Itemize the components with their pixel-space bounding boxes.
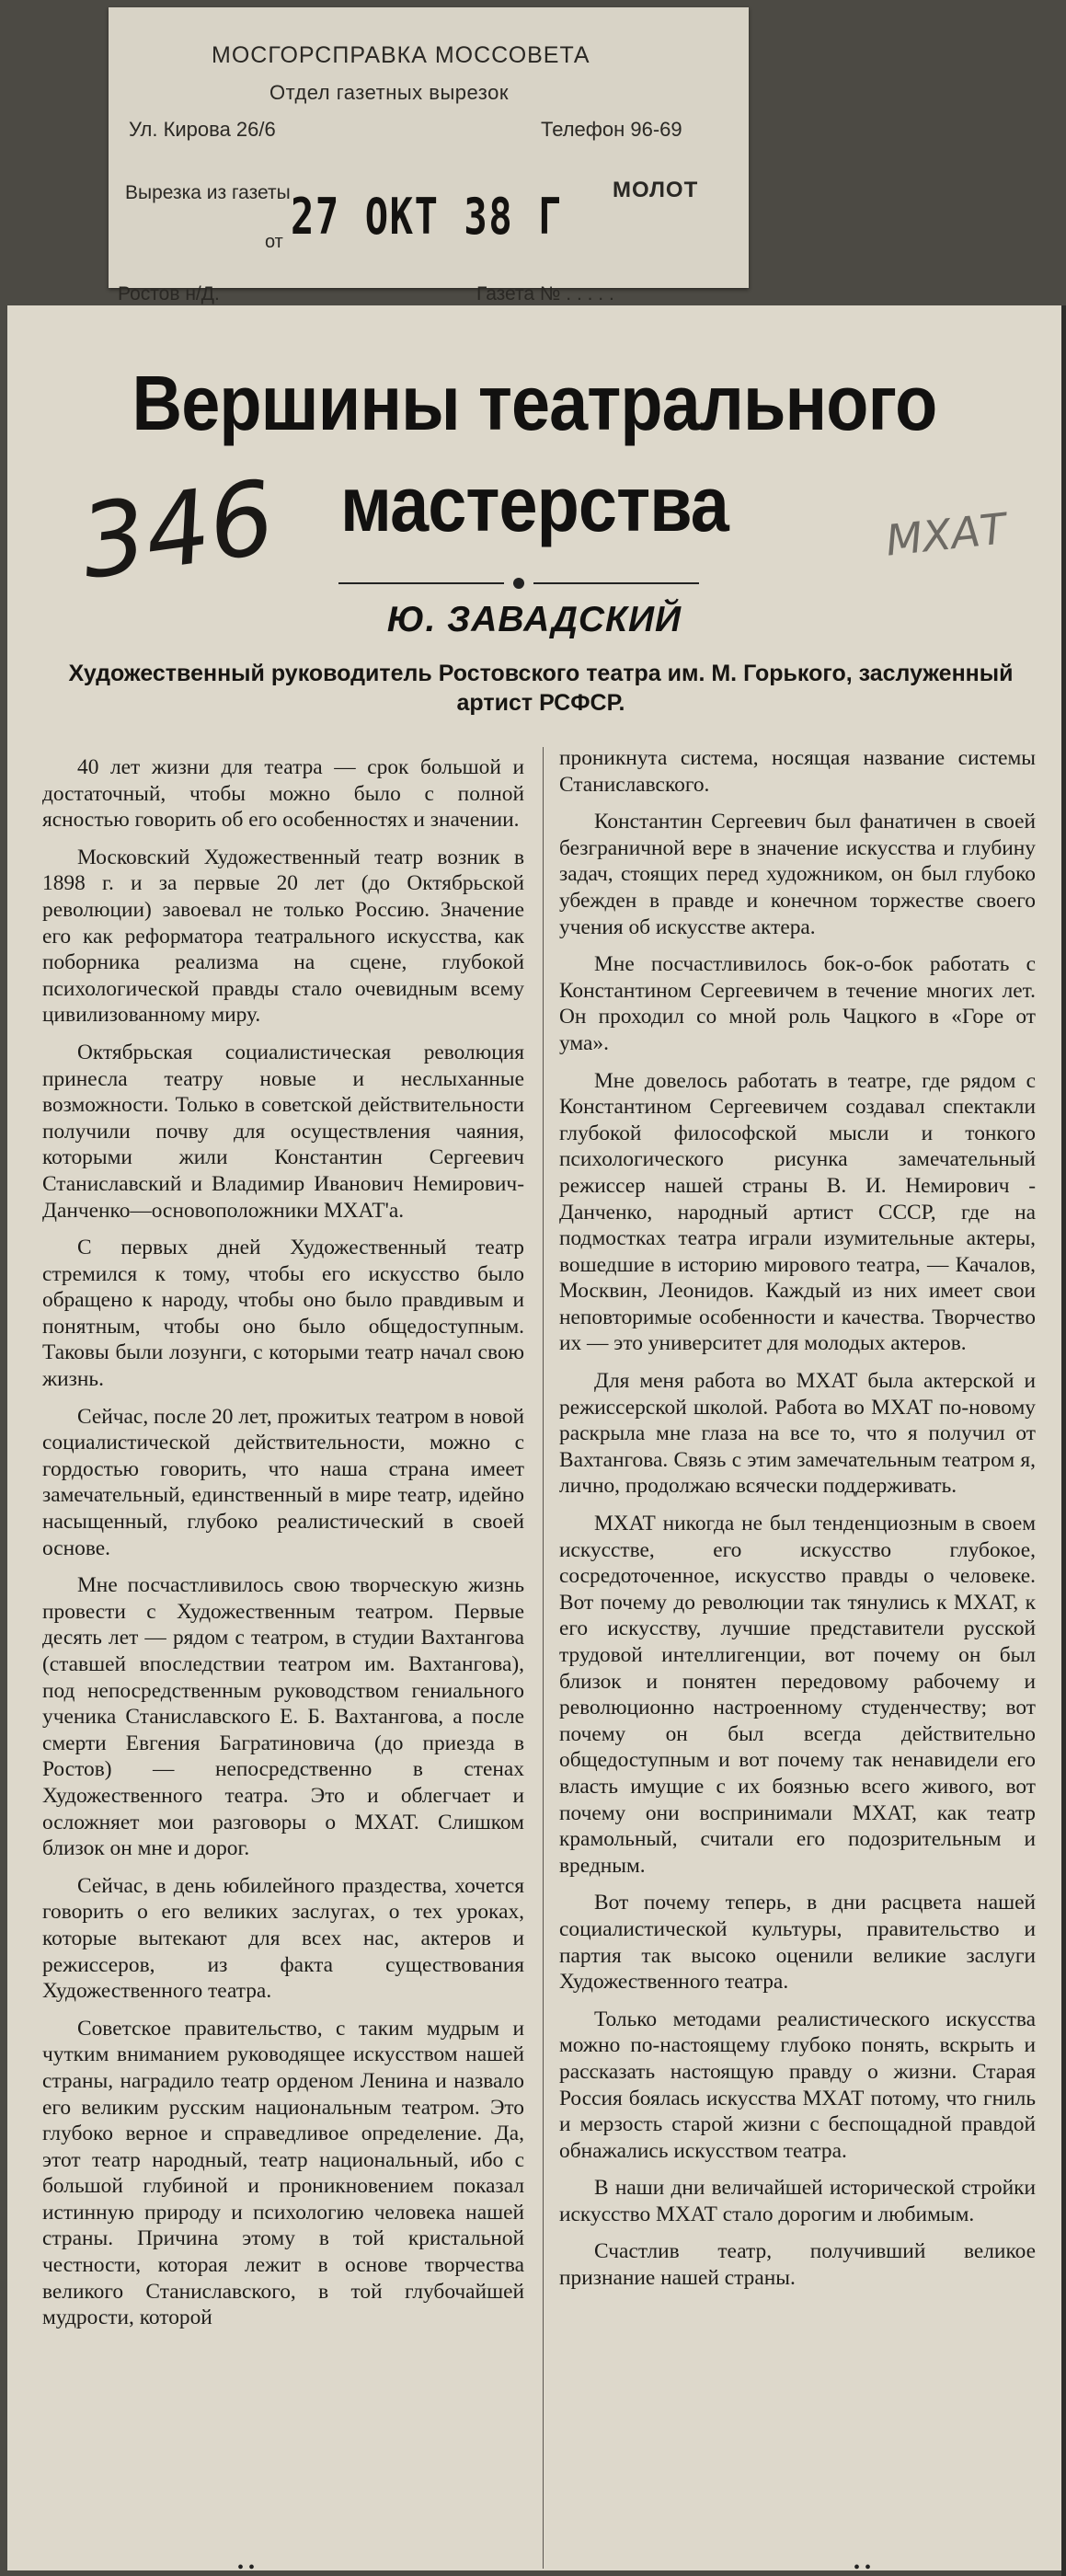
paragraph: 40 лет жизни для театра — срок большой и достаточный, чтобы можно было с полной ясностью говорить об его особенностях и значении. bbox=[42, 755, 524, 833]
office-name: МОСГОРСПРАВКА МОССОВЕТА bbox=[212, 42, 590, 68]
divider-line-right bbox=[533, 582, 699, 584]
issue-dots: . . . . . bbox=[566, 283, 614, 305]
column-left bbox=[42, 754, 524, 2331]
article-clipping bbox=[7, 305, 1061, 2570]
paragraph: В наши дни величайшей исторической стройки искусство МХАТ стало дорогим и любимым. bbox=[559, 2176, 1036, 2226]
paragraph: Счастлив театр, получивший великое признание нашей страны. bbox=[559, 2239, 1036, 2291]
paragraph: Октябрьская социалистическая революция принесла театру новые и неслыханные возможности. Только в советской действительности получили почву для осуществления чаяния, которыми жили Константин Сергеевич Станиславский и Владимир Иванович Немирович-Данченко—основоположники МХАТ'а. bbox=[42, 1040, 524, 1223]
paragraph: Для меня работа во МХАТ была актерской и режиссерской школой. Работа во МХАТ по-новому раскрыла мне глаза на все то, что я получил от Вахтангова. Связь с этим замечательным театром я, лично, продолжаю всячески поддерживать. bbox=[559, 1369, 1036, 1499]
newspaper-name: МОЛОТ bbox=[613, 178, 699, 202]
paragraph: проникнута система, носящая название системы Станиславского. bbox=[559, 746, 1036, 797]
divider-dot bbox=[513, 578, 524, 589]
author-name: Ю. ЗАВАДСКИЙ bbox=[386, 600, 682, 639]
paragraph: Советское правительство, с таким мудрым и чутким вниманием руководящее искусством нашей страны, наградило театр орденом Ленина и назвало его великим русским национальным театром. Это глубоко верное и справедливое определение. Да, этот театр народный, театр национальный, ибо с большой глубиной и проникновением показал истинную природу и психологию человека нашей страны. Причина этому в той кристальной честности, которая лежит в основе творчества великого Станиславского, в той глубочайшей мудрости, которой bbox=[42, 2016, 524, 2330]
paragraph: Московский Художественный театр возник в 1898 г. и за первые 20 лет (до Октябрьской революции) завоевал не только Россию. Значение его как реформатора театрального искусства, как поборника реализма на сцене, глубокой психологической правды стало очевидным всему цивилизованному миру. bbox=[42, 845, 524, 1028]
column-rule bbox=[543, 747, 544, 2569]
paragraph: Только методами реалистического искусства можно по-настоящему глубоко понять, вскрыть и рассказать настоящую правду о жизни. Старая Россия боялась искусства МХАТ потому, что гниль и мерзость старой жизни с беспощадной правдой обнажались искусством театра. bbox=[559, 2007, 1036, 2163]
bottom-dots-right: • • bbox=[854, 2558, 872, 2570]
paragraph: МХАТ никогда не был тенденциозным в своем искусстве, его искусство глубокое, сосредоточенное, искусство правды о человеке. Вот почему до революции так тянулись к МХАТ, к его искусству, лучшие представители русской трудовой интеллигенции, вот почему он был близок и понятен передовому рабочему и революционно настроенному студенчеству; вот почему он был всегда действительно общедоступным и вот почему так ненавидели его власть имущие с их боязнью всего живого, вот почему они воспринимали МХАТ, как театр крамольный, считали его подозрительным и вредным. bbox=[559, 1512, 1036, 1878]
from-label: от bbox=[265, 232, 283, 252]
bottom-dots: • • bbox=[237, 2558, 256, 2570]
handwritten-margin-note: МХАТ bbox=[883, 503, 1009, 566]
issue-label bbox=[476, 283, 614, 305]
article-title-line1: Вершины театрального bbox=[132, 360, 937, 446]
issue-label-text: Газета № bbox=[476, 283, 561, 305]
paragraph: Мне посчастливилось бок-о-бок работать с Константином Сергеевичем в течение многих лет. Он проходил со мной роль Чацкого в «Горе от ума». bbox=[559, 952, 1036, 1055]
column-right bbox=[559, 745, 1036, 2292]
ornament-divider bbox=[338, 577, 706, 590]
city: Ростов н/Д. bbox=[118, 283, 220, 305]
address: Ул. Кирова 26/6 bbox=[129, 118, 276, 141]
divider-line-left bbox=[338, 582, 504, 584]
author-role: Художественный руководитель Ростовского театра им. М. Горького, заслуженный артист РСФСР. bbox=[68, 661, 1014, 716]
phone: Телефон 96-69 bbox=[541, 118, 682, 141]
paragraph: С первых дней Художественный театр стремился к тому, чтобы его искусство было обращено к народу, чтобы оно было правдивым и понятным, чтобы оно было общедоступным. Таковы были лозунги, с которыми театр начал свою жизнь. bbox=[42, 1236, 524, 1392]
department-name: Отдел газетных вырезок bbox=[269, 81, 509, 104]
paragraph: Вот почему теперь, в дни расцвета нашей социалистической культуры, правительство и партия так высоко оценили великие заслуги Художественного театра. bbox=[559, 1891, 1036, 1995]
paragraph: Мне посчастливилось свою творческую жизнь провести с Художественным театром. Первые десять лет — рядом с театром, в студии Вахтангова (ставшей впоследствии театром им. Вахтангова), под непосредственным руководством гениального ученика Станиславского Е. Б. Вахтангова, а после смерти Евгения Багратиновича (до приезда в Ростов) — непосредственно в стенах Художественного театра. Это и облегчает и осложняет мои разговоры о МХАТ. Слишком близок он мне и дорог. bbox=[42, 1573, 524, 1861]
article-title-line2: мастерства bbox=[340, 461, 728, 547]
paragraph: Константин Сергеевич был фанатичен в своей безграничной вере в значение искусства и глубину задач, стоящих перед художником, он был глубоко убежден в правде и конечном торжестве своего учения об искусстве актера. bbox=[559, 810, 1036, 939]
clipping-shadow-edge bbox=[1061, 305, 1066, 2576]
date-stamp: 27 ОКТ 38 Г bbox=[291, 188, 564, 246]
clipping-service-header bbox=[109, 7, 749, 305]
paragraph: Сейчас, в день юбилейного праздества, хочется говорить о его великих заслугах, о тех уроках, которые вытекают для всех нас, актеров и режиссеров, из факта существования Художественного театра. bbox=[42, 1873, 524, 2004]
clip-from-label: Вырезка из газеты bbox=[125, 182, 291, 203]
paragraph: Мне довелось работать в театре, где рядом с Константином Сергеевичем создавал спектакли глубокой философской мысли и тонкого психологического рисунка замечательный режиссер нашей страны В. И. Немирович - Данченко, народный артист СССР, где на подмостках театра играли изумительные актеры, вошедшие в историю мирового театра, — Качалов, Москвин, Леонидов. Каждый из них имеет свои неповторимые особенности и качества. Творчество их — это университет для молодых актеров. bbox=[559, 1068, 1036, 1356]
paragraph: Сейчас, после 20 лет, прожитых театром в новой социалистической действительности, можно с гордостью говорить, что наша страна имеет замечательный, единственный в мире театр, идейно насыщенный, глубоко реалистический в своей основе. bbox=[42, 1404, 524, 1560]
handwritten-number: 346 bbox=[74, 458, 281, 602]
